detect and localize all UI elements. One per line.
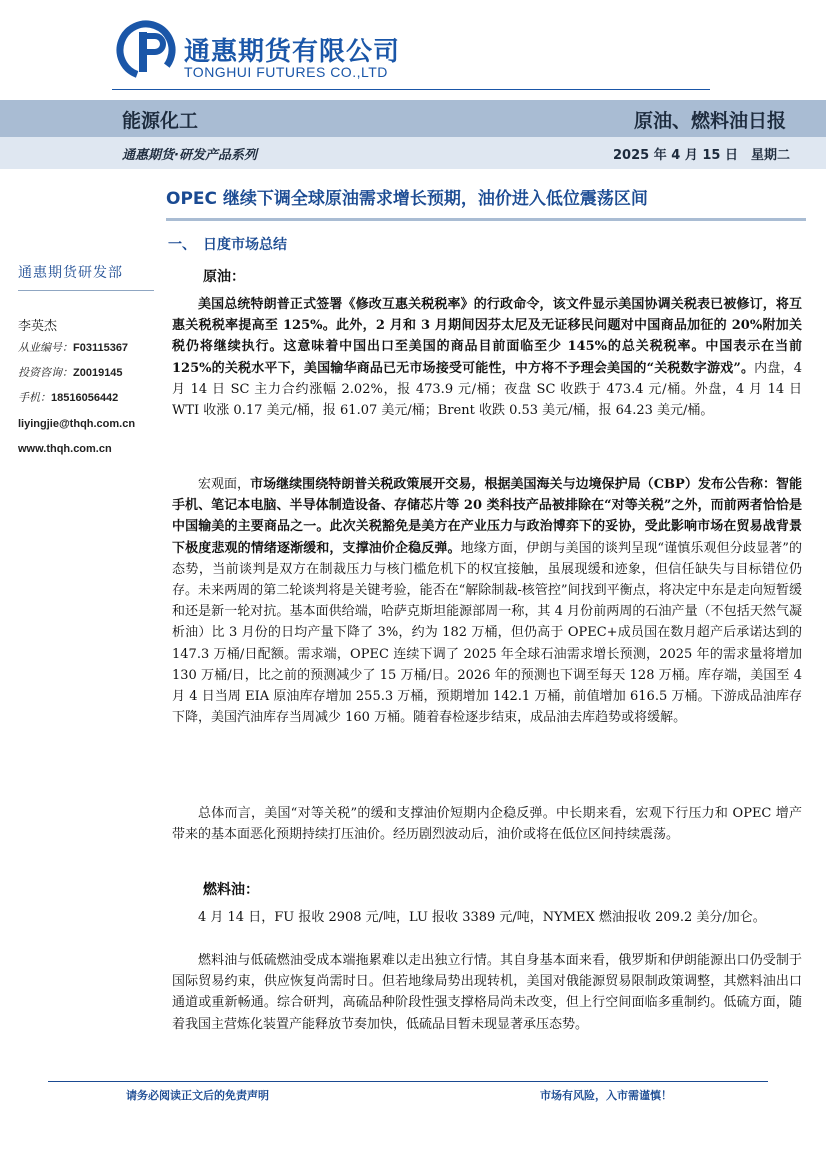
section-heading: 一、 日度市场总结 bbox=[168, 237, 287, 253]
crude-paragraph-2: 宏观面，市场继续围绕特朗普关税政策展开交易，根据美国海关与边境保护局（CBP）发布公告称：智能手机、笔记本电脑、半导体制造设备、存储芯片等 20 类科技产品被排除在“对等关税”之外，而前两者恰恰是中国输美的主要商品之一。此次关税豁免是美方在产业压力与政治博弈下的妥协，受此影响市场在贸易战背景下极度悲观的情绪逐渐缓和，支撑油价企稳反弹。地缘方面，伊朗与美国的谈判呈现“谨慎乐观但分歧显著”的态势，当前谈判是双方在制裁压力与核门槛危机下的权宜接触，虽展现缓和迹象，但信任缺失与目标错位仍存。未来两周的第二轮谈判将是关键考验，能否在“解除制裁-核管控”间找到平衡点，将决定中东是走向短暂缓和还是新一轮对抗。基本面供给端，哈萨克斯坦能源部周一称，其 4 月份前两周的石油产量（不包括天然气凝析油）比 3 月份的日均产量下降了 3%，约为 182 万桶，但仍高于 OPEC+成员国在数月超产后承诺达到的 147.3 万桶/日配额。需求端，OPEC 连续下调了 2025 年全球石油需求增长预测，2025 年的需求量将增加 130 万桶/日，比之前的预测减少了 15 万桶/日。2026 年的预测也下调至每天 128 万桶。库存端，美国至 4 月 4 日当周 EIA 原油库存增加 255.3 万桶，预期增加 142.1 万桶，前值增加 616.5 万桶。下游成品油库存下降，美国汽油库存当周减少 160 万桶。随着春检逐步结束，成品油去库趋势或将缓解。 bbox=[172, 477, 802, 726]
report-type-label: 原油、燃料油日报 bbox=[633, 110, 786, 132]
company-name-cn: 通惠期货有限公司 bbox=[184, 37, 401, 67]
consult-number: 投资咨询：Z0019145 bbox=[18, 366, 123, 379]
disclaimer-note: 请务必阅读正文后的免责声明 bbox=[126, 1089, 269, 1102]
license-number: 从业编号：F03115367 bbox=[18, 341, 129, 354]
fuel-paragraph-2: 燃料油与低硫燃油受成本端拖累难以走出独立行情。其自身基本面来看，俄罗斯和伊朗能源出口仍受制于国际贸易约束，供应恢复尚需时日。但若地缘局势出现转机，美国对俄能源贸易限制政策调整，其燃料油出口通道或重新畅通。综合研判，高硫品种阶段性强支撑格局尚未改变，但上行空间面临多重制约。低硫方面，随着我国主营炼化装置产能释放节奏加快，低硫品目暂未现显著承压态势。 bbox=[172, 953, 802, 1032]
report-date: 2025 年 4 月 15 日 星期二 bbox=[613, 148, 790, 163]
analyst-email[interactable]: liyingjie@thqh.com.cn bbox=[18, 418, 136, 430]
series-label: 通惠期货·研发产品系列 bbox=[122, 148, 257, 163]
company-name-en: TONGHUI FUTURES CO.,LTD bbox=[184, 64, 388, 80]
report-subheader-band bbox=[0, 137, 826, 169]
phone-number: 手机：18516056442 bbox=[18, 391, 119, 404]
company-logo-icon bbox=[116, 20, 176, 80]
report-header-band bbox=[0, 100, 826, 137]
company-website[interactable]: www.thqh.com.cn bbox=[18, 443, 112, 455]
sector-label: 能源化工 bbox=[122, 110, 199, 132]
footer-divider bbox=[48, 1081, 768, 1082]
sidebar-divider bbox=[18, 290, 154, 291]
fuel-paragraph-1: 4 月 14 日，FU 报收 2908 元/吨，LU 报收 3389 元/吨，NYMEX 燃油报收 209.2 美分/加仑。 bbox=[198, 910, 766, 925]
risk-warning: 市场有风险，入市需谨慎！ bbox=[540, 1089, 672, 1102]
fuel-oil-heading: 燃料油： bbox=[203, 882, 259, 898]
crude-paragraph-3: 总体而言，美国“对等关税”的缓和支撑油价短期内企稳反弹。中长期来看，宏观下行压力和 OPEC 增产带来的基本面恶化预期持续打压油价。经历剧烈波动后，油价或将在低位区间持续震荡。 bbox=[172, 806, 802, 843]
research-dept: 通惠期货研发部 bbox=[18, 265, 123, 281]
report-title: OPEC 继续下调全球原油需求增长预期，油价进入低位震荡区间 bbox=[166, 189, 648, 209]
crude-paragraph-1: 美国总统特朗普正式签署《修改互惠关税税率》的行政命令，该文件显示美国协调关税表已被修订，将互惠关税税率提高至 125%。此外，2 月和 3 月期间因芬太尼及无证移民问题对中国商品加征的 20%附加关税仍将继续执行。这意味着中国出口至美国的商品目前面临至少 145%的总关税税率。中国表示在当前 125%的关税水平下，美国输华商品已无市场接受可能性，中方将不予理会美国的“关税数字游戏”。内盘，4 月 14 日 SC 主力合约涨幅 2.02%，报 473.9 元/桶；夜盘 SC 收跌于 473.4 元/桶。外盘，4 月 14 日 WTI 收涨 0.17 美元/桶，报 61.07 美元/桶；Brent 收跌 0.53 美元/桶，报 64.23 美元/桶。 bbox=[172, 297, 802, 419]
crude-heading: 原油： bbox=[203, 269, 245, 285]
analyst-name: 李英杰 bbox=[18, 319, 58, 334]
title-underline bbox=[166, 218, 806, 221]
header-divider bbox=[112, 89, 710, 90]
